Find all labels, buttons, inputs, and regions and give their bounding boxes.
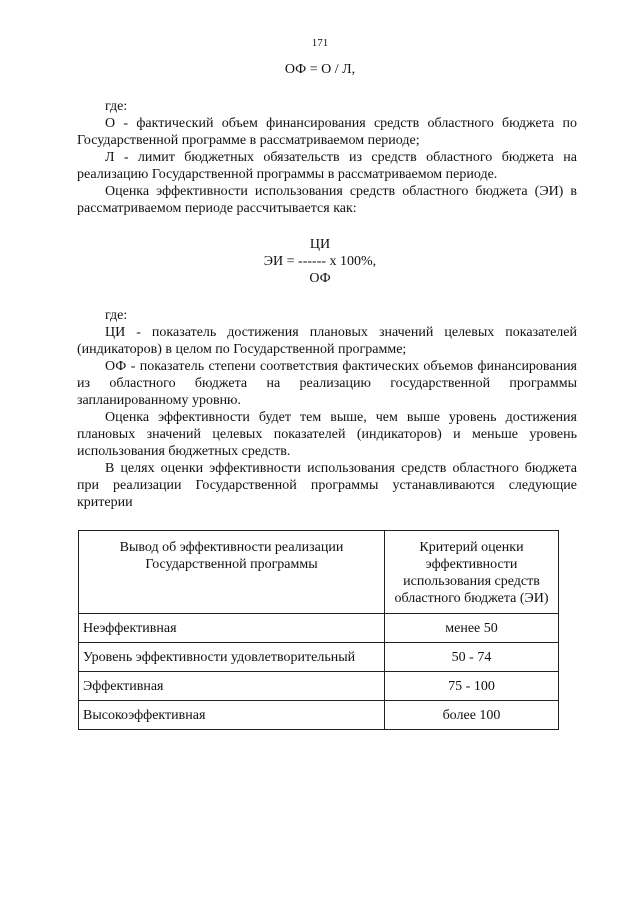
definition-l: Л - лимит бюджетных обязательств из средств областного бюджета на реализацию Государственной программы в рассматриваемом периоде. (77, 150, 577, 182)
where-label-2: где: (105, 308, 128, 323)
where-label: где: (105, 99, 128, 114)
formula-ei-denominator: ОФ (309, 271, 331, 286)
table-cell-conclusion: Неэффективная (79, 614, 385, 643)
table-cell-conclusion: Высокоэффективная (79, 701, 385, 730)
formula-ei-main: ЭИ = ------ x 100%, (263, 254, 377, 269)
definition-o: О - фактический объем финансирования средств областного бюджета по Государственной программе в рассматриваемом периоде; (77, 116, 577, 148)
definitions-block-1 (77, 98, 577, 217)
page-number: 171 (311, 37, 329, 49)
criteria-table (78, 530, 559, 730)
table-cell-criterion: 50 - 74 (385, 643, 559, 672)
table-row (79, 643, 559, 672)
table-cell-conclusion: Уровень эффективности удовлетворительный (79, 643, 385, 672)
formula-ei (0, 236, 640, 287)
table-cell-criterion: более 100 (385, 701, 559, 730)
formula-of: ОФ = О / Л, (284, 62, 356, 77)
table-cell-criterion: 75 - 100 (385, 672, 559, 701)
table-header-conclusion: Вывод об эффективности реализации Государственной программы (79, 531, 385, 614)
definitions-block-2 (77, 307, 577, 511)
ei-intro-paragraph: Оценка эффективности использования средств областного бюджета (ЭИ) в рассматриваемом периоде рассчитывается как: (77, 184, 577, 216)
definition-ci: ЦИ - показатель достижения плановых значений целевых показателей (индикаторов) в целом по Государственной программе; (77, 325, 577, 357)
table-row (79, 672, 559, 701)
table-cell-conclusion: Эффективная (79, 672, 385, 701)
formula-ei-numerator: ЦИ (309, 237, 331, 252)
efficiency-note-paragraph: Оценка эффективности будет тем выше, чем выше уровень достижения плановых значений целевых показателей (индикаторов) и меньше уровень использования бюджетных средств. (77, 410, 577, 459)
table-header-row (79, 531, 559, 614)
table-row (79, 701, 559, 730)
table-header-criterion: Критерий оценки эффективности использования средств областного бюджета (ЭИ) (385, 531, 559, 614)
table-row (79, 614, 559, 643)
criteria-intro-paragraph: В целях оценки эффективности использования средств областного бюджета при реализации Государственной программы устанавливаются следующие критерии (77, 461, 577, 510)
definition-of: ОФ - показатель степени соответствия фактических объемов финансирования из областного бюджета на реализацию государственной программы запланированному уровню. (77, 359, 577, 408)
table-cell-criterion: менее 50 (385, 614, 559, 643)
